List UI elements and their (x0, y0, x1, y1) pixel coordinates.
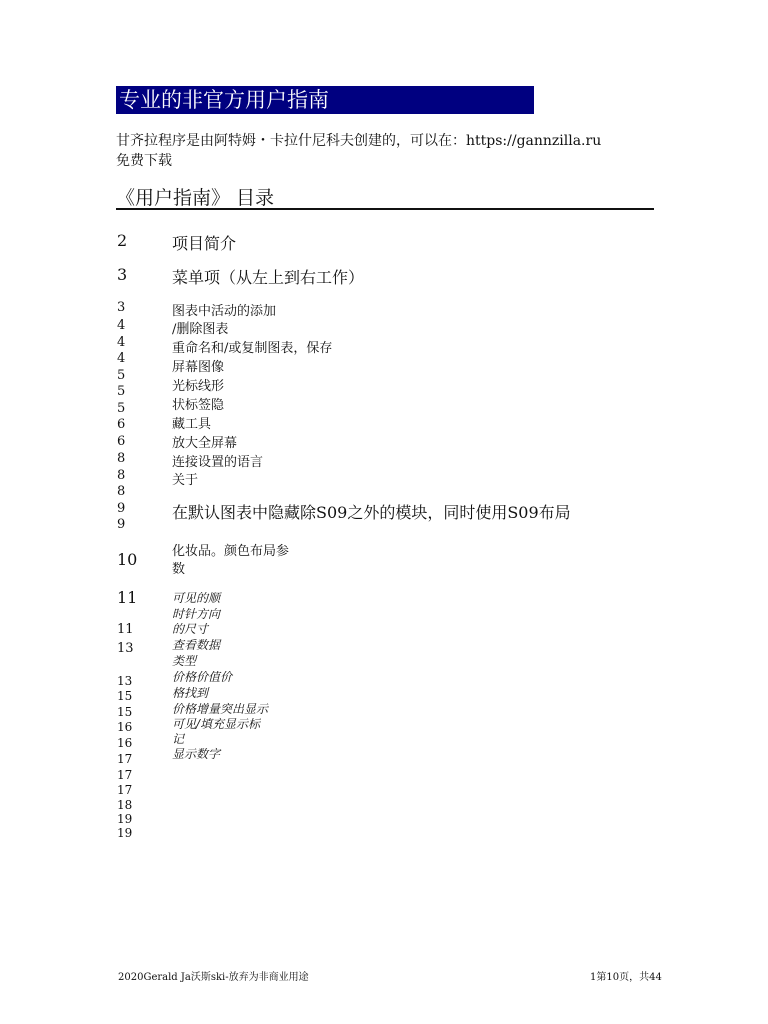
toc-entry[interactable]: 屏幕图像 (172, 360, 225, 375)
toc-page-number: 8 (117, 451, 126, 466)
toc-page-number: 8 (117, 468, 126, 483)
toc-page-number: 11 (117, 588, 138, 607)
toc-entry-cosmetics[interactable]: 化妆品。颜色布局参 (172, 544, 290, 559)
toc-page-number: 11 (117, 622, 134, 637)
toc-entry[interactable]: 图表中活动的添加 (172, 304, 277, 319)
toc-page-number: 17 (117, 768, 133, 782)
toc-entry[interactable]: 关于 (172, 473, 199, 488)
toc-entry: 记 (172, 732, 185, 746)
toc-page-number: 13 (117, 641, 134, 656)
toc-entry: 类型 (172, 654, 197, 668)
toc-page-number: 19 (117, 826, 133, 840)
toc-entry-project-intro[interactable]: 项目简介 (172, 234, 237, 253)
toc-entry[interactable]: 可见的顺 (172, 591, 221, 605)
toc-page-number: 17 (117, 752, 133, 766)
intro-paragraph (116, 131, 676, 171)
intro-line-1: 甘齐拉程序是由阿特姆・卡拉什尼科夫创建的，可以在：https://gannzilla.ru (116, 133, 602, 149)
toc-entry[interactable]: 的尺寸 (172, 622, 209, 636)
toc-page-number: 5 (117, 368, 126, 383)
toc-entry-cosmetics-cont: 数 (172, 562, 186, 577)
toc-page-number: 5 (117, 384, 126, 399)
toc-page-number: 9 (117, 517, 126, 532)
toc-page-number: 3 (117, 300, 126, 315)
toc-entry[interactable]: 藏工具 (172, 417, 212, 432)
toc-entry-hide-modules[interactable]: 在默认图表中隐藏除S09之外的模块，同时使用S09布局 (172, 503, 571, 522)
intro-line-2: 免费下载 (116, 153, 172, 169)
toc-entry[interactable]: 放大全屏幕 (172, 436, 238, 451)
toc-page-number: 9 (117, 501, 126, 516)
toc-heading: 《用户指南》 目录 (116, 186, 654, 210)
toc-page-number: 5 (117, 401, 126, 416)
toc-entry: 格找到 (172, 686, 209, 700)
toc-page-number: 6 (117, 417, 126, 432)
toc-page-number: 18 (117, 798, 133, 812)
toc-entry: 时针方向 (172, 607, 221, 621)
toc-entry[interactable]: 重命名和/或复制图表，保存 (172, 341, 333, 356)
footer-copyright: 2020Gerald Ja沃斯ski-放弃为非商业用途 (118, 972, 309, 983)
toc-page-number: 4 (117, 318, 126, 333)
toc-page-number: 3 (117, 265, 128, 284)
toc-entry[interactable]: 连接设置的语言 (172, 455, 264, 470)
toc-entry[interactable]: 光标线形 (172, 379, 225, 394)
toc-page-number: 10 (117, 550, 138, 569)
toc-page-number: 13 (117, 674, 133, 688)
toc-page-number: 16 (117, 720, 133, 734)
toc-entry[interactable]: 显示数字 (172, 747, 221, 761)
toc-page-number: 16 (117, 736, 133, 750)
toc-entry[interactable]: 价格增量突出显示 (172, 702, 269, 716)
toc-page-number: 4 (117, 335, 126, 350)
toc-entry[interactable]: /删除图表 (172, 322, 229, 337)
toc-page-number: 2 (117, 231, 128, 250)
toc-entry[interactable]: 查看数据 (172, 638, 221, 652)
toc-page-number: 4 (117, 351, 126, 366)
toc-entry-menu-items[interactable]: 菜单项（从左上到右工作） (172, 268, 365, 287)
toc-page-number: 6 (117, 434, 126, 449)
footer-page-indicator: 1第10页，共44 (590, 972, 662, 983)
toc-entry[interactable]: 可见/填充显示标 (172, 717, 261, 731)
toc-entry[interactable]: 状标签隐 (172, 398, 225, 413)
toc-page-number: 19 (117, 812, 133, 826)
toc-page-number: 8 (117, 484, 126, 499)
toc-page-number: 15 (117, 705, 133, 719)
toc-page-number: 17 (117, 783, 133, 797)
guide-title-banner: 专业的非官方用户指南 (116, 86, 534, 114)
toc-entry[interactable]: 价格价值价 (172, 670, 233, 684)
toc-page-number: 15 (117, 689, 133, 703)
